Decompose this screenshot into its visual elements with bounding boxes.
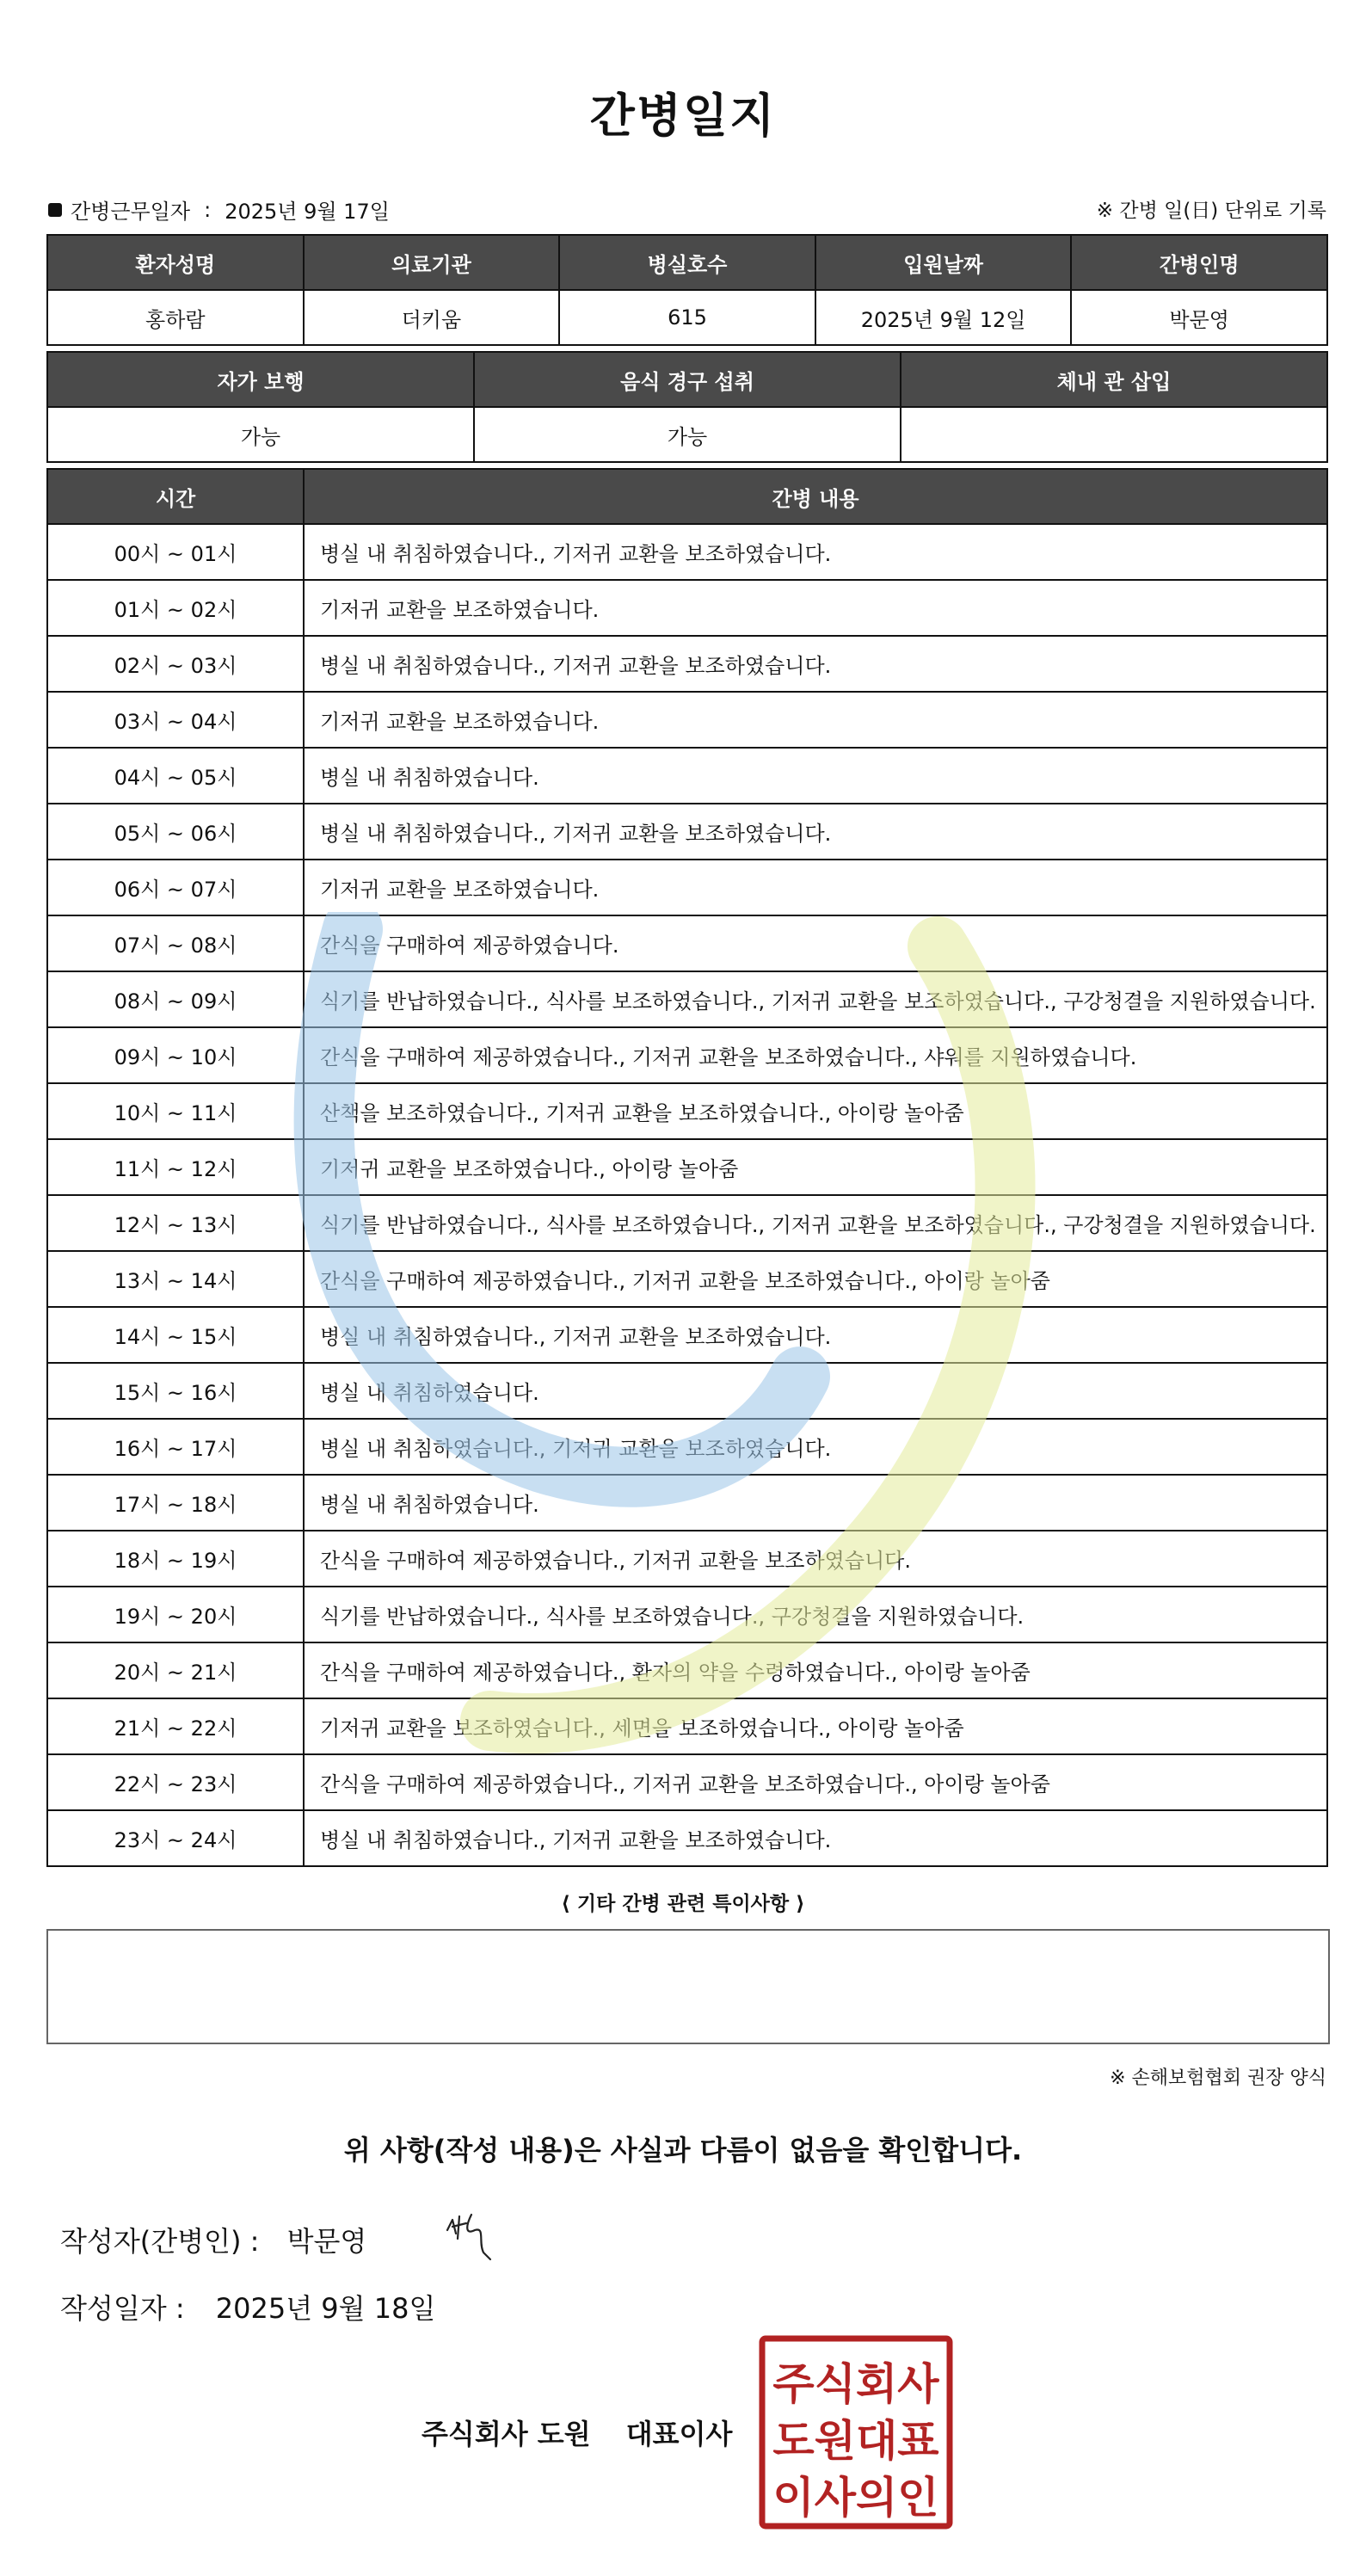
patient-info-table xyxy=(46,234,1328,346)
row-content: 식기를 반납하였습니다., 식사를 보조하였습니다., 기저귀 교환을 보조하였습니다., 구강청결을 지원하였습니다. xyxy=(304,1195,1327,1251)
table-row xyxy=(47,1139,1327,1195)
table-row xyxy=(47,971,1327,1027)
table-row xyxy=(47,1195,1327,1251)
row-content: 간식을 구매하여 제공하였습니다., 환자의 약을 수령하였습니다., 아이랑 놀아줌 xyxy=(304,1642,1327,1698)
self-walking: 가능 xyxy=(47,407,474,462)
table-row xyxy=(47,1587,1327,1642)
tube-insertion xyxy=(901,407,1327,462)
written-date-row xyxy=(60,2287,435,2326)
row-time: 03시 ~ 04시 xyxy=(47,692,304,748)
row-time: 22시 ~ 23시 xyxy=(47,1754,304,1810)
row-content: 병실 내 취침하였습니다., 기저귀 교환을 보조하였습니다. xyxy=(304,1307,1327,1363)
row-content: 병실 내 취침하였습니다., 기저귀 교환을 보조하였습니다. xyxy=(304,1419,1327,1475)
table-row xyxy=(47,1307,1327,1363)
admission-date: 2025년 9월 12일 xyxy=(815,290,1072,345)
table-row xyxy=(47,1810,1327,1866)
table-row xyxy=(47,748,1327,804)
table-row xyxy=(47,692,1327,748)
row-content: 병실 내 취침하였습니다., 기저귀 교환을 보조하였습니다. xyxy=(304,524,1327,580)
row-time: 02시 ~ 03시 xyxy=(47,636,304,692)
company-seal xyxy=(759,2335,953,2530)
table-row xyxy=(47,804,1327,860)
header-room-number: 병실호수 xyxy=(559,235,815,290)
work-date-row xyxy=(48,194,390,225)
company-name: 주식회사 도원 xyxy=(421,2418,591,2450)
unit-note: ※ 간병 일(日) 단위로 기록 xyxy=(1096,200,1326,222)
table-row xyxy=(47,580,1327,636)
table-row xyxy=(47,1363,1327,1419)
seal-line: 이사의인 xyxy=(772,2473,939,2523)
care-log-table xyxy=(46,468,1328,1867)
row-time: 23시 ~ 24시 xyxy=(47,1810,304,1866)
header-time: 시간 xyxy=(47,469,304,524)
table-row xyxy=(47,1419,1327,1475)
table-row xyxy=(47,1531,1327,1587)
table-row xyxy=(47,1754,1327,1810)
written-date-label: 작성일자 : xyxy=(60,2292,185,2325)
notes-title: ⟨ 기타 간병 관련 특이사항 ⟩ xyxy=(561,1893,805,1915)
work-date-value: 2025년 9월 17일 xyxy=(225,200,390,224)
header-patient-name: 환자성명 xyxy=(47,235,304,290)
patient-status-table xyxy=(46,351,1328,463)
row-time: 21시 ~ 22시 xyxy=(47,1698,304,1754)
row-time: 12시 ~ 13시 xyxy=(47,1195,304,1251)
caregiver-name: 박문영 xyxy=(1071,290,1327,345)
row-time: 20시 ~ 21시 xyxy=(47,1642,304,1698)
row-content: 기저귀 교환을 보조하였습니다., 아이랑 놀아줌 xyxy=(304,1139,1327,1195)
seal-line: 도원대표 xyxy=(772,2416,939,2466)
header-tube-insertion: 체내 관 삽입 xyxy=(901,352,1327,407)
notes-box xyxy=(46,1929,1330,2044)
row-content: 병실 내 취침하였습니다. xyxy=(304,1475,1327,1531)
table-row xyxy=(47,524,1327,580)
confirmation-statement: 위 사항(작성 내용)은 사실과 다름이 없음을 확인합니다. xyxy=(343,2134,1023,2166)
row-time: 01시 ~ 02시 xyxy=(47,580,304,636)
row-content: 기저귀 교환을 보조하였습니다. xyxy=(304,860,1327,915)
work-date-separator: : xyxy=(204,197,212,222)
oral-intake: 가능 xyxy=(474,407,901,462)
row-time: 17시 ~ 18시 xyxy=(47,1475,304,1531)
table-row xyxy=(47,1642,1327,1698)
row-time: 16시 ~ 17시 xyxy=(47,1419,304,1475)
row-time: 15시 ~ 16시 xyxy=(47,1363,304,1419)
patient-name: 홍하람 xyxy=(47,290,304,345)
writer-label: 작성자(간병인) : xyxy=(60,2225,260,2258)
writer-name: 박문영 xyxy=(286,2225,367,2258)
row-content: 산책을 보조하였습니다., 기저귀 교환을 보조하였습니다., 아이랑 놀아줌 xyxy=(304,1083,1327,1139)
row-time: 14시 ~ 15시 xyxy=(47,1307,304,1363)
header-caregiver-name: 간병인명 xyxy=(1071,235,1327,290)
row-time: 10시 ~ 11시 xyxy=(47,1083,304,1139)
form-footnote: ※ 손해보험협회 권장 양식 xyxy=(1110,2068,1326,2089)
row-time: 05시 ~ 06시 xyxy=(47,804,304,860)
row-content: 기저귀 교환을 보조하였습니다. xyxy=(304,580,1327,636)
table-row xyxy=(47,1027,1327,1083)
row-content: 병실 내 취침하였습니다. xyxy=(304,1363,1327,1419)
header-care-content: 간병 내용 xyxy=(304,469,1327,524)
work-date-label: 간병근무일자 xyxy=(71,200,191,224)
table-row xyxy=(47,1083,1327,1139)
row-content: 기저귀 교환을 보조하였습니다. xyxy=(304,692,1327,748)
table-row xyxy=(47,860,1327,915)
room-number: 615 xyxy=(559,290,815,345)
seal-line: 주식회사 xyxy=(772,2359,939,2409)
row-content: 간식을 구매하여 제공하였습니다., 기저귀 교환을 보조하였습니다., 아이랑 놀아줌 xyxy=(304,1754,1327,1810)
row-content: 간식을 구매하여 제공하였습니다. xyxy=(304,915,1327,971)
row-content: 식기를 반납하였습니다., 식사를 보조하였습니다., 구강청결을 지원하였습니다. xyxy=(304,1587,1327,1642)
row-content: 병실 내 취침하였습니다. xyxy=(304,748,1327,804)
row-content: 기저귀 교환을 보조하였습니다., 세면을 보조하였습니다., 아이랑 놀아줌 xyxy=(304,1698,1327,1754)
row-time: 08시 ~ 09시 xyxy=(47,971,304,1027)
header-institution: 의료기관 xyxy=(304,235,560,290)
row-time: 04시 ~ 05시 xyxy=(47,748,304,804)
institution: 더키움 xyxy=(304,290,560,345)
writer-row xyxy=(60,2220,366,2259)
row-time: 19시 ~ 20시 xyxy=(47,1587,304,1642)
row-time: 13시 ~ 14시 xyxy=(47,1251,304,1307)
row-content: 식기를 반납하였습니다., 식사를 보조하였습니다., 기저귀 교환을 보조하였습니다., 구강청결을 지원하였습니다. xyxy=(304,971,1327,1027)
header-self-walking: 자가 보행 xyxy=(47,352,474,407)
table-row xyxy=(47,1698,1327,1754)
row-time: 07시 ~ 08시 xyxy=(47,915,304,971)
page-title: 간병일지 xyxy=(589,89,777,143)
table-row xyxy=(47,1251,1327,1307)
row-content: 간식을 구매하여 제공하였습니다., 기저귀 교환을 보조하였습니다., 아이랑 놀아줌 xyxy=(304,1251,1327,1307)
written-date-value: 2025년 9월 18일 xyxy=(215,2292,436,2325)
table-row xyxy=(47,636,1327,692)
row-content: 간식을 구매하여 제공하였습니다., 기저귀 교환을 보조하였습니다. xyxy=(304,1531,1327,1587)
row-time: 11시 ~ 12시 xyxy=(47,1139,304,1195)
row-content: 병실 내 취침하였습니다., 기저귀 교환을 보조하였습니다. xyxy=(304,804,1327,860)
row-content: 병실 내 취침하였습니다., 기저귀 교환을 보조하였습니다. xyxy=(304,1810,1327,1866)
table-row xyxy=(47,1475,1327,1531)
company-representative: 대표이사 xyxy=(625,2418,733,2450)
company-row xyxy=(421,2413,732,2452)
header-admission-date: 입원날짜 xyxy=(815,235,1072,290)
handwritten-signature xyxy=(440,2204,509,2265)
row-time: 09시 ~ 10시 xyxy=(47,1027,304,1083)
header-oral-intake: 음식 경구 섭취 xyxy=(474,352,901,407)
row-content: 병실 내 취침하였습니다., 기저귀 교환을 보조하였습니다. xyxy=(304,636,1327,692)
row-time: 00시 ~ 01시 xyxy=(47,524,304,580)
bullet-square-icon xyxy=(48,203,62,217)
table-row xyxy=(47,915,1327,971)
row-time: 18시 ~ 19시 xyxy=(47,1531,304,1587)
row-content: 간식을 구매하여 제공하였습니다., 기저귀 교환을 보조하였습니다., 샤워를 지원하였습니다. xyxy=(304,1027,1327,1083)
row-time: 06시 ~ 07시 xyxy=(47,860,304,915)
